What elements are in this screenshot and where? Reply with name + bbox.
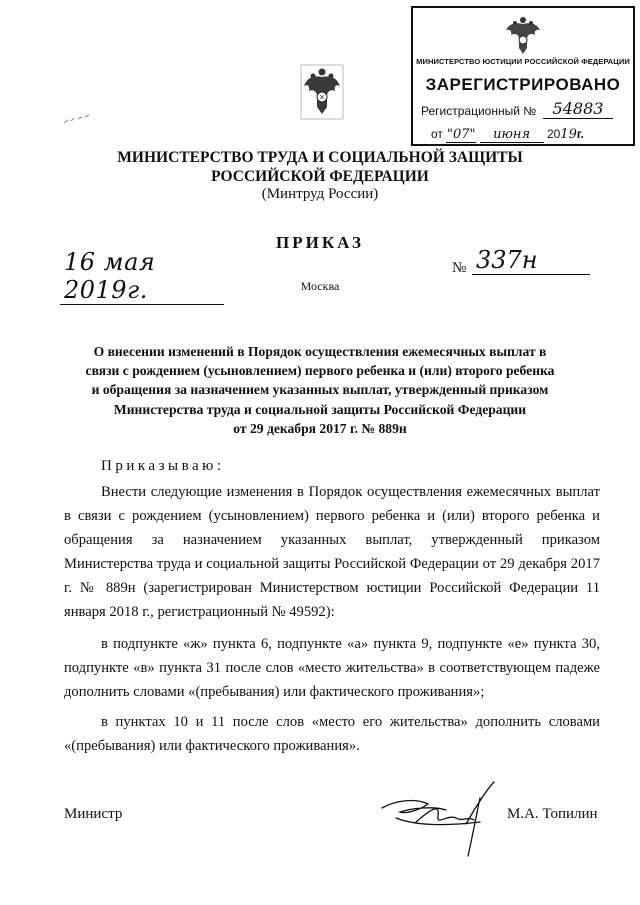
registration-stamp <box>411 6 635 146</box>
order-subject <box>0 342 640 438</box>
order-subject-line1: О внесении изменений в Порядок осуществления ежемесячных выплат в <box>93 344 547 359</box>
stamp-date-prefix: от <box>431 127 443 141</box>
double-headed-eagle-icon <box>300 64 344 120</box>
ministry-name-line1: МИНИСТЕРСТВО ТРУДА И СОЦИАЛЬНОЙ ЗАЩИТЫ <box>117 149 523 166</box>
ministry-name-line2: РОССИЙСКОЙ ФЕДЕРАЦИИ <box>211 168 429 185</box>
order-subject-line4: Министерства труда и социальной защиты Российской Федерации <box>113 401 527 417</box>
stamp-date-day: "07" <box>446 127 476 142</box>
stamp-status: ЗАРЕГИСТРИРОВАНО <box>425 75 621 94</box>
double-headed-eagle-icon <box>501 14 545 58</box>
body-paragraph-2: в подпункте «ж» пункта 6, подпункте «а» пункта 9, подпункте «е» пункта 30, подпункте «в» пункта 31 после слов «место жительства» в соответствующем падеже дополнить словами «(пребывания) или фактического проживания»; <box>64 636 600 700</box>
order-directive: Приказываю: <box>101 458 225 474</box>
margin-mark <box>62 113 92 125</box>
city: Москва <box>300 279 340 293</box>
body-paragraph-1: Внести следующие изменения в Порядок осуществления ежемесячных выплат в связи с рождением (усыновлением) первого ребенка и (или) второго ребенка и обращения за назначением указанных выплат, утвержденный приказом Министерства труда и социальной защиты Российской Федерации от 29 декабря 2017 г. № 889н (зарегистрирован Министерством юстиции Российской Федерации 11 января 2018 г., регистрационный № 49592): <box>64 484 600 620</box>
stamp-date-year-suffix: 19 <box>560 127 577 142</box>
stamp-date-year-end: г. <box>576 127 584 141</box>
order-number-label: № <box>452 260 467 276</box>
stamp-date <box>431 127 584 143</box>
stamp-ministry-name: МИНИСТЕРСТВО ЮСТИЦИИ РОССИЙСКОЙ ФЕДЕРАЦИИ <box>416 57 630 66</box>
stamp-regno-value <box>543 99 613 119</box>
body-paragraph-3: в пунктах 10 и 11 после слов «место его жительства» дополнить словами «(пребывания) или фактического проживания». <box>64 714 600 754</box>
stamp-regno-number: 54883 <box>543 99 613 119</box>
signatory-position: Министр <box>64 806 123 822</box>
stamp-date-year-prefix: 20 <box>546 127 561 141</box>
order-title: ПРИКАЗ <box>276 233 364 252</box>
order-date: 16 мая 2019г. <box>60 248 224 305</box>
signatory-name: М.А. Топилин <box>507 806 598 822</box>
order-number: 337н <box>472 246 590 275</box>
order-subject-line5: от 29 декабря 2017 г. № 889н <box>233 420 407 436</box>
ministry-name <box>0 148 640 186</box>
handwritten-signature <box>376 778 500 858</box>
stamp-date-month: июня <box>480 127 544 143</box>
ministry-short-name: (Минтруд России) <box>261 186 379 202</box>
stamp-regno-label: Регистрационный № <box>421 104 537 118</box>
order-subject-line3: и обращения за назначением указанных выплат, утвержденный приказом <box>91 382 549 398</box>
order-subject-line2: связи с рождением (усыновлением) первого ребенка и (или) второго ребенка <box>85 363 555 379</box>
